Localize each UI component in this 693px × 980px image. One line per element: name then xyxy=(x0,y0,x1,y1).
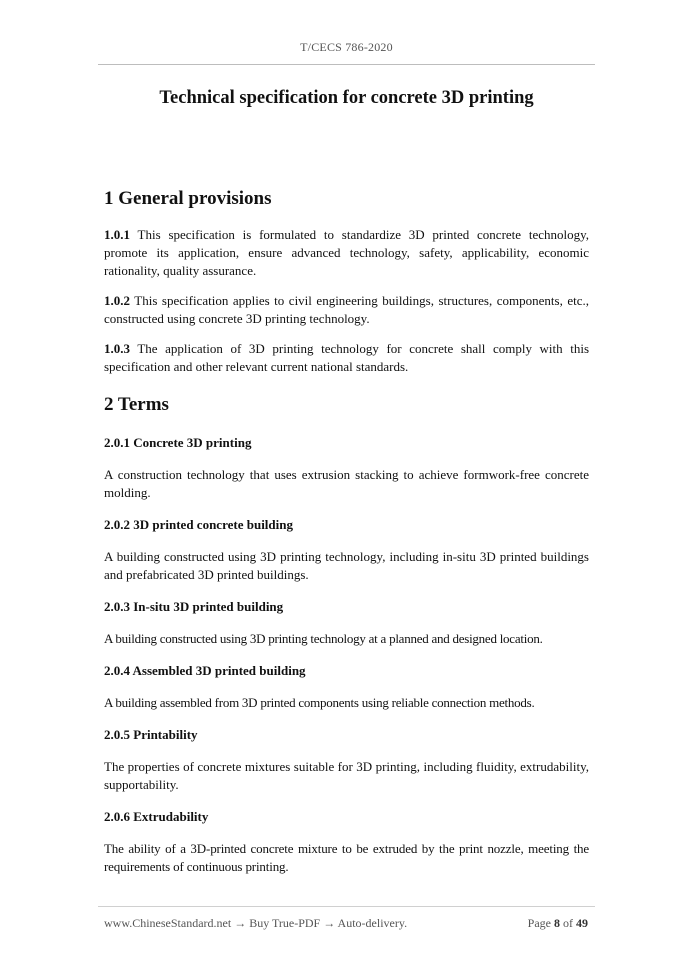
footer-promo-link[interactable]: www.ChineseStandard.net → Buy True-PDF → Auto-delivery. xyxy=(104,916,408,930)
page-indicator xyxy=(528,916,588,931)
term-definition-assembled-3d-printed-building: A building assembled from 3D printed components using reliable connection methods. xyxy=(104,695,535,710)
term-definition-3d-printed-concrete-building: A building constructed using 3D printing technology, including in-situ 3D printed buildings and prefabricated 3D printed buildings. xyxy=(104,549,589,582)
footer-divider xyxy=(98,906,595,907)
clause-number: 1.0.1 xyxy=(104,227,130,242)
total-pages-number: 49 xyxy=(576,916,588,930)
header-divider xyxy=(98,64,595,65)
document-body xyxy=(104,186,589,890)
clause-1-0-1 xyxy=(104,226,589,280)
clause-number: 1.0.2 xyxy=(104,293,130,308)
term-heading-printability: 2.0.5 Printability xyxy=(104,727,198,742)
clause-1-0-3 xyxy=(104,340,589,376)
term-definition-in-situ-3d-printed-building: A building constructed using 3D printing technology at a planned and designed location. xyxy=(104,631,543,646)
clause-number: 1.0.3 xyxy=(104,341,130,356)
term-heading-3d-printed-concrete-building: 2.0.2 3D printed concrete building xyxy=(104,517,293,532)
term-heading-extrudability: 2.0.6 Extrudability xyxy=(104,809,209,824)
term-definition-extrudability: The ability of a 3D-printed concrete mixture to be extruded by the print nozzle, meeting the requirements of continuous printing. xyxy=(104,841,589,874)
current-page-number: 8 xyxy=(554,916,560,930)
running-header: T/CECS 786-2020 xyxy=(300,40,393,54)
page-label: Page xyxy=(527,916,551,930)
term-heading-assembled-3d-printed-building: 2.0.4 Assembled 3D printed building xyxy=(104,663,306,678)
term-definition-concrete-3d-printing: A construction technology that uses extrusion stacking to achieve formwork-free concrete molding. xyxy=(104,467,589,500)
term-definition-printability: The properties of concrete mixtures suitable for 3D printing, including fluidity, extrudability, supportability. xyxy=(104,759,589,792)
of-label: of xyxy=(563,916,573,930)
clause-1-0-2 xyxy=(104,292,589,328)
clause-text: This specification is formulated to standardize 3D printed concrete technology, promote its application, ensure advanced technology, safety, applicability, economic rationality, quality assurance. xyxy=(104,227,590,278)
term-heading-concrete-3d-printing: 2.0.1 Concrete 3D printing xyxy=(104,435,252,450)
document-title: Technical specification for concrete 3D printing xyxy=(159,88,534,108)
section-heading-terms: 2 Terms xyxy=(104,394,169,415)
section-heading-general-provisions: 1 General provisions xyxy=(104,188,272,209)
term-heading-in-situ-3d-printed-building: 2.0.3 In-situ 3D printed building xyxy=(104,599,284,614)
clause-text: The application of 3D printing technology for concrete shall comply with this specification and other relevant current national standards. xyxy=(104,341,590,374)
clause-text: This specification applies to civil engineering buildings, structures, components, etc., constructed using concrete 3D printing technology. xyxy=(104,293,589,326)
